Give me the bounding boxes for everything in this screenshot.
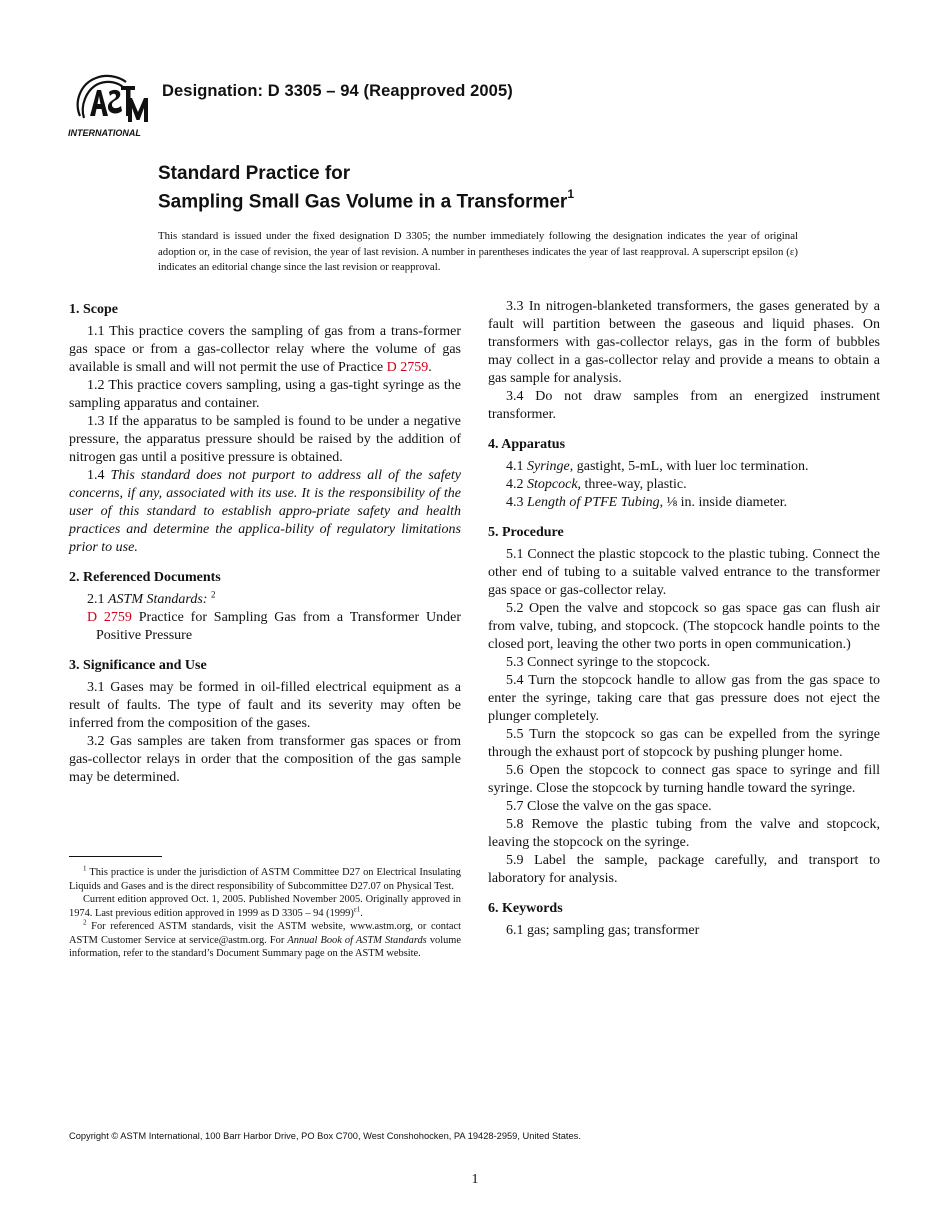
reference-item-text: Practice for Sampling Gas from a Transformer Under Positive Pressure	[96, 610, 461, 643]
page-number: 1	[471, 1172, 479, 1187]
scope-heading: 1. Scope	[69, 302, 118, 317]
para-1-1	[69, 323, 461, 377]
para-4-1	[488, 458, 880, 476]
para-1-4	[69, 467, 461, 557]
left-column	[69, 298, 461, 787]
para-5-4: 5.4 Turn the stopcock handle to allow gas from the gas space to enter the syringe, taking care that gas pressure does not eject the plunger completely.	[488, 673, 880, 724]
para-2-1	[69, 591, 461, 609]
footnote-1-text: This practice is under the jurisdiction of ASTM Committee D27 on Electrical Insulating Liquids and Gases and is the direct responsibility of Subcommittee D27.07 on Physical Test.	[69, 867, 461, 892]
para-1-3: 1.3 If the apparatus to be sampled is found to be under a negative pressure, the apparatus pressure should be raised by the addition of nitrogen gas until a positive pressure is obtained.	[69, 414, 461, 465]
title-line-2-text: Sampling Small Gas Volume in a Transformer	[158, 191, 568, 213]
footnote-2-text: For referenced ASTM standards, visit the ASTM website, www.astm.org, or contact ASTM Customer Service at service@astm.org. For	[69, 921, 461, 946]
para-4-3-rest: in. inside diameter.	[677, 495, 788, 510]
astm-logo	[68, 72, 150, 140]
title-line-2	[158, 185, 574, 213]
para-1-1-text: 1.1 This practice covers the sampling of gas from a trans-former gas space or from a gas-collector relay where the volume of gas available is small and will not permit the use of Practice	[69, 324, 461, 375]
para-4-2-rest: , three-way, plastic.	[577, 477, 687, 492]
para-5-2: 5.2 Open the valve and stopcock so gas space gas can flush air from valve, tubing, and stopcock. (The stopcock handle points to the closed port, leaving the other two ports in open communication.)	[488, 601, 880, 652]
referenced-heading: 2. Referenced Documents	[69, 570, 221, 585]
para-4-3	[488, 494, 880, 512]
reference-item	[69, 609, 461, 645]
para-6-1: 6.1 gas; sampling gas; transformer	[506, 923, 700, 938]
footnote-1-edition-end: .	[360, 907, 363, 919]
para-4-3-sep: ,	[659, 495, 667, 510]
para-2-1-num: 2.1	[87, 592, 108, 607]
para-3-3: 3.3 In nitrogen-blanketed transformers, the gases generated by a fault will partition between the gaseous and liquid phases. On transformers with gas-collector relays, gas in the form of bubbles may collect in a gas-collector relay and provide a means to obtain a gas sample for analysis.	[488, 299, 880, 386]
para-4-2-num: 4.2	[506, 477, 527, 492]
link-d2759[interactable]: D 2759	[386, 360, 429, 375]
para-2-1-sup: 2	[210, 589, 216, 600]
para-5-3: 5.3 Connect syringe to the stopcock.	[506, 655, 711, 670]
designation: Designation: D 3305 – 94 (Reapproved 2005)	[162, 82, 513, 100]
apparatus-heading: 4. Apparatus	[488, 437, 566, 452]
para-5-9: 5.9 Label the sample, package carefully, and transport to laboratory for analysis.	[488, 853, 880, 886]
footnote-2-italic: Annual Book of ASTM Standards	[287, 934, 427, 946]
para-4-3-num: 4.3	[506, 495, 527, 510]
para-4-1-name: Syringe	[527, 459, 570, 474]
para-4-1-num: 4.1	[506, 459, 527, 474]
keywords-heading: 6. Keywords	[488, 901, 563, 916]
para-4-3-fraction: ⅛	[666, 495, 678, 510]
footnotes	[69, 866, 461, 961]
para-5-1: 5.1 Connect the plastic stopcock to the plastic tubing. Connect the other end of tubing to a suitable valved entrance to the transformer gas space or gas-collector relay.	[488, 547, 880, 598]
footnote-2	[69, 920, 461, 961]
para-5-6: 5.6 Open the stopcock to connect gas space to syringe and fill syringe. Close the stopcock by turning handle toward the syringe.	[488, 763, 880, 796]
significance-heading: 3. Significance and Use	[69, 658, 207, 673]
para-1-4-text: This standard does not purport to address all of the safety concerns, if any, associated with its use. It is the responsibility of the user of this standard to establish appro-priate safety and health practices and determine the applica-bility of regulatory limitations prior to use.	[69, 468, 462, 555]
para-4-1-rest: , gastight, 5-mL, with luer loc termination.	[569, 459, 809, 474]
para-5-5: 5.5 Turn the stopcock so gas can be expelled from the syringe through the exhaust port of stopcock by pushing plunger home.	[488, 727, 880, 760]
para-5-7: 5.7 Close the valve on the gas space.	[506, 799, 712, 814]
copyright: Copyright © ASTM International, 100 Barr Harbor Drive, PO Box C700, West Conshohocken, PA 19428-2959, United States.	[69, 1131, 581, 1141]
footnote-1	[69, 866, 461, 893]
standard-notice: This standard is issued under the fixed designation D 3305; the number immediately following the designation indicates the year of original adoption or, in the case of revision, the year of last revision. A number in parentheses indicates the year of last reapproval. A superscript epsilon (ε) indicates an editorial change since the last revision or reapproval.	[158, 230, 798, 273]
footnote-2-end: volume information, refer to the standard’s Document Summary page on the ASTM website.	[69, 934, 461, 959]
footnote-2-mark: 2	[83, 918, 87, 927]
para-1-4-num: 1.4	[87, 468, 111, 483]
para-4-3-name: Length of PTFE Tubing	[527, 495, 660, 510]
right-column	[488, 298, 880, 940]
para-1-1-end: .	[428, 360, 432, 375]
title-line-1: Standard Practice for	[158, 163, 351, 184]
para-4-2-name: Stopcock	[527, 477, 578, 492]
link-d2759-ref[interactable]: D 2759	[87, 610, 132, 625]
logo-text-international: INTERNATIONAL	[68, 128, 141, 138]
footnote-1-edition-sup: ε1	[353, 905, 361, 914]
procedure-heading: 5. Procedure	[488, 525, 564, 540]
para-3-2: 3.2 Gas samples are taken from transformer gas spaces or from gas-collector relays in order that the composition of the gas sample may be determined.	[69, 734, 461, 785]
para-3-4: 3.4 Do not draw samples from an energized instrument transformer.	[488, 389, 880, 422]
para-4-2	[488, 476, 880, 494]
document-title	[158, 163, 574, 213]
footnote-divider	[69, 856, 162, 857]
title-footnote-mark: 1	[567, 187, 575, 201]
para-3-1: 3.1 Gases may be formed in oil-filled electrical equipment as a result of faults. The type of fault and its severity may often be inferred from the composition of the gases.	[69, 680, 461, 731]
footnote-1-edition	[69, 893, 461, 920]
para-2-1-text: ASTM Standards:	[108, 592, 208, 607]
para-1-2: 1.2 This practice covers sampling, using a gas-tight syringe as the sampling apparatus and container.	[69, 378, 461, 411]
footnote-1-mark: 1	[83, 864, 87, 873]
footnote-1-edition-text: Current edition approved Oct. 1, 2005. Published November 2005. Originally approved in 1974. Last previous edition approved in 1999 as D 3305 – 94 (1999)	[69, 894, 461, 919]
para-5-8: 5.8 Remove the plastic tubing from the valve and stopcock, leaving the stopcock on the syringe.	[488, 817, 880, 850]
